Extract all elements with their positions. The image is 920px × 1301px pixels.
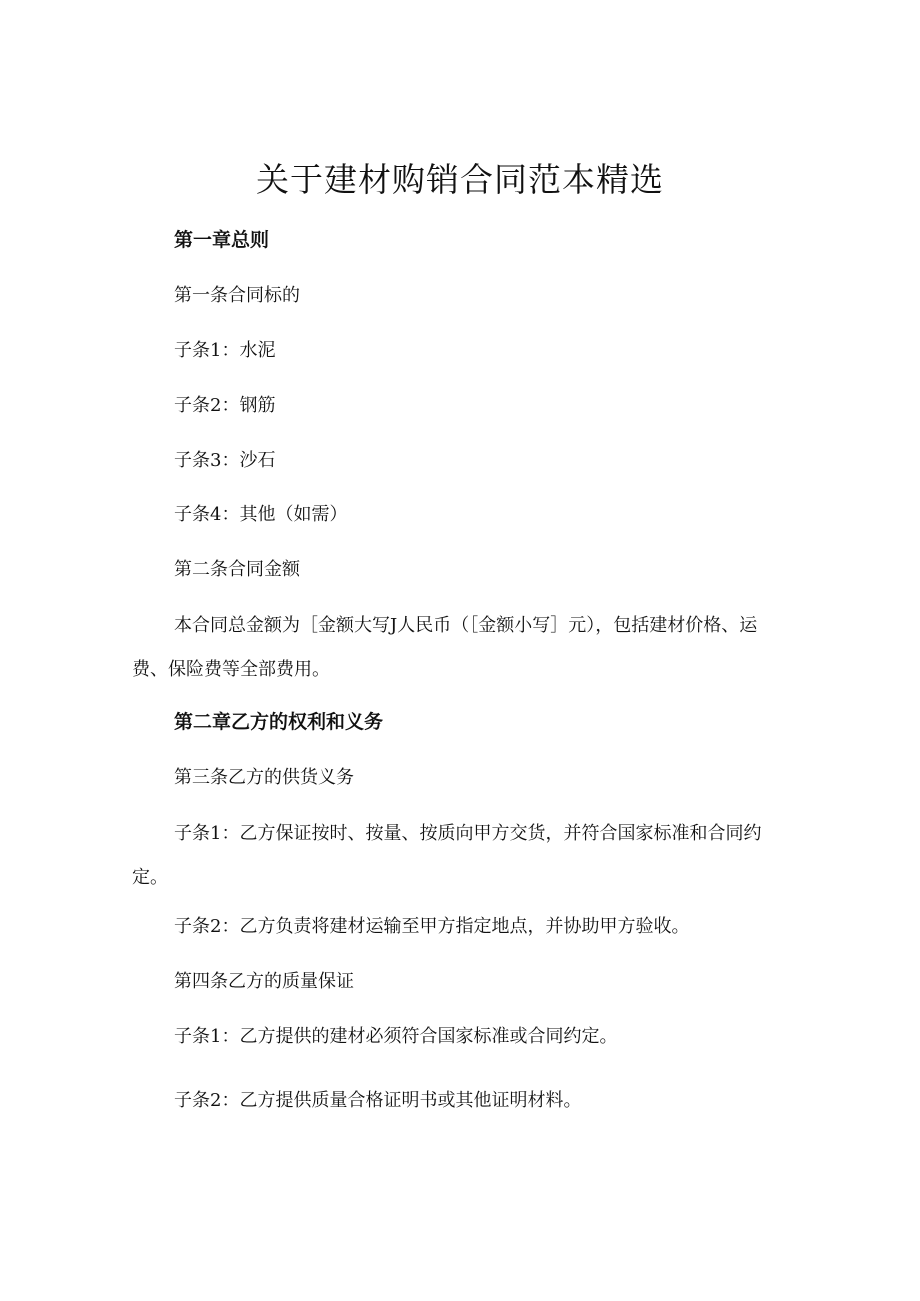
article-2-body: 本合同总金额为［金额大写J人民币（［金额小写］元），包括建材价格、运费、保险费等全部费用。 — [132, 615, 758, 680]
article-4-item-1: 子条1：乙方提供的建材必须符合国家标准或合同约定。 — [174, 1026, 618, 1047]
chapter-2-heading: 第二章乙方的权利和义务 — [174, 711, 384, 733]
article-3-item-1: 子条1：乙方保证按时、按量、按质向甲方交货，并符合国家标准和合同约定。 — [132, 823, 762, 888]
article-1-item-2: 子条2：钢筋 — [174, 395, 276, 416]
article-4-item-2: 子条2：乙方提供质量合格证明书或其他证明材料。 — [174, 1090, 582, 1111]
chapter-1-heading: 第一章总则 — [174, 229, 270, 251]
article-1-item-4: 子条4：其他（如需） — [174, 504, 348, 525]
article-3-title: 第三条乙方的供货义务 — [174, 767, 354, 788]
document-title: 关于建材购销合同范本精选 — [256, 160, 664, 199]
article-4-title: 第四条乙方的质量保证 — [174, 971, 354, 992]
article-1-title: 第一条合同标的 — [174, 285, 300, 306]
article-3-item-2: 子条2：乙方负责将建材运输至甲方指定地点，并协助甲方验收。 — [174, 916, 690, 937]
article-1-item-3: 子条3：沙石 — [174, 450, 276, 471]
article-1-item-1: 子条1：水泥 — [174, 340, 276, 361]
article-2-title: 第二条合同金额 — [174, 559, 300, 580]
